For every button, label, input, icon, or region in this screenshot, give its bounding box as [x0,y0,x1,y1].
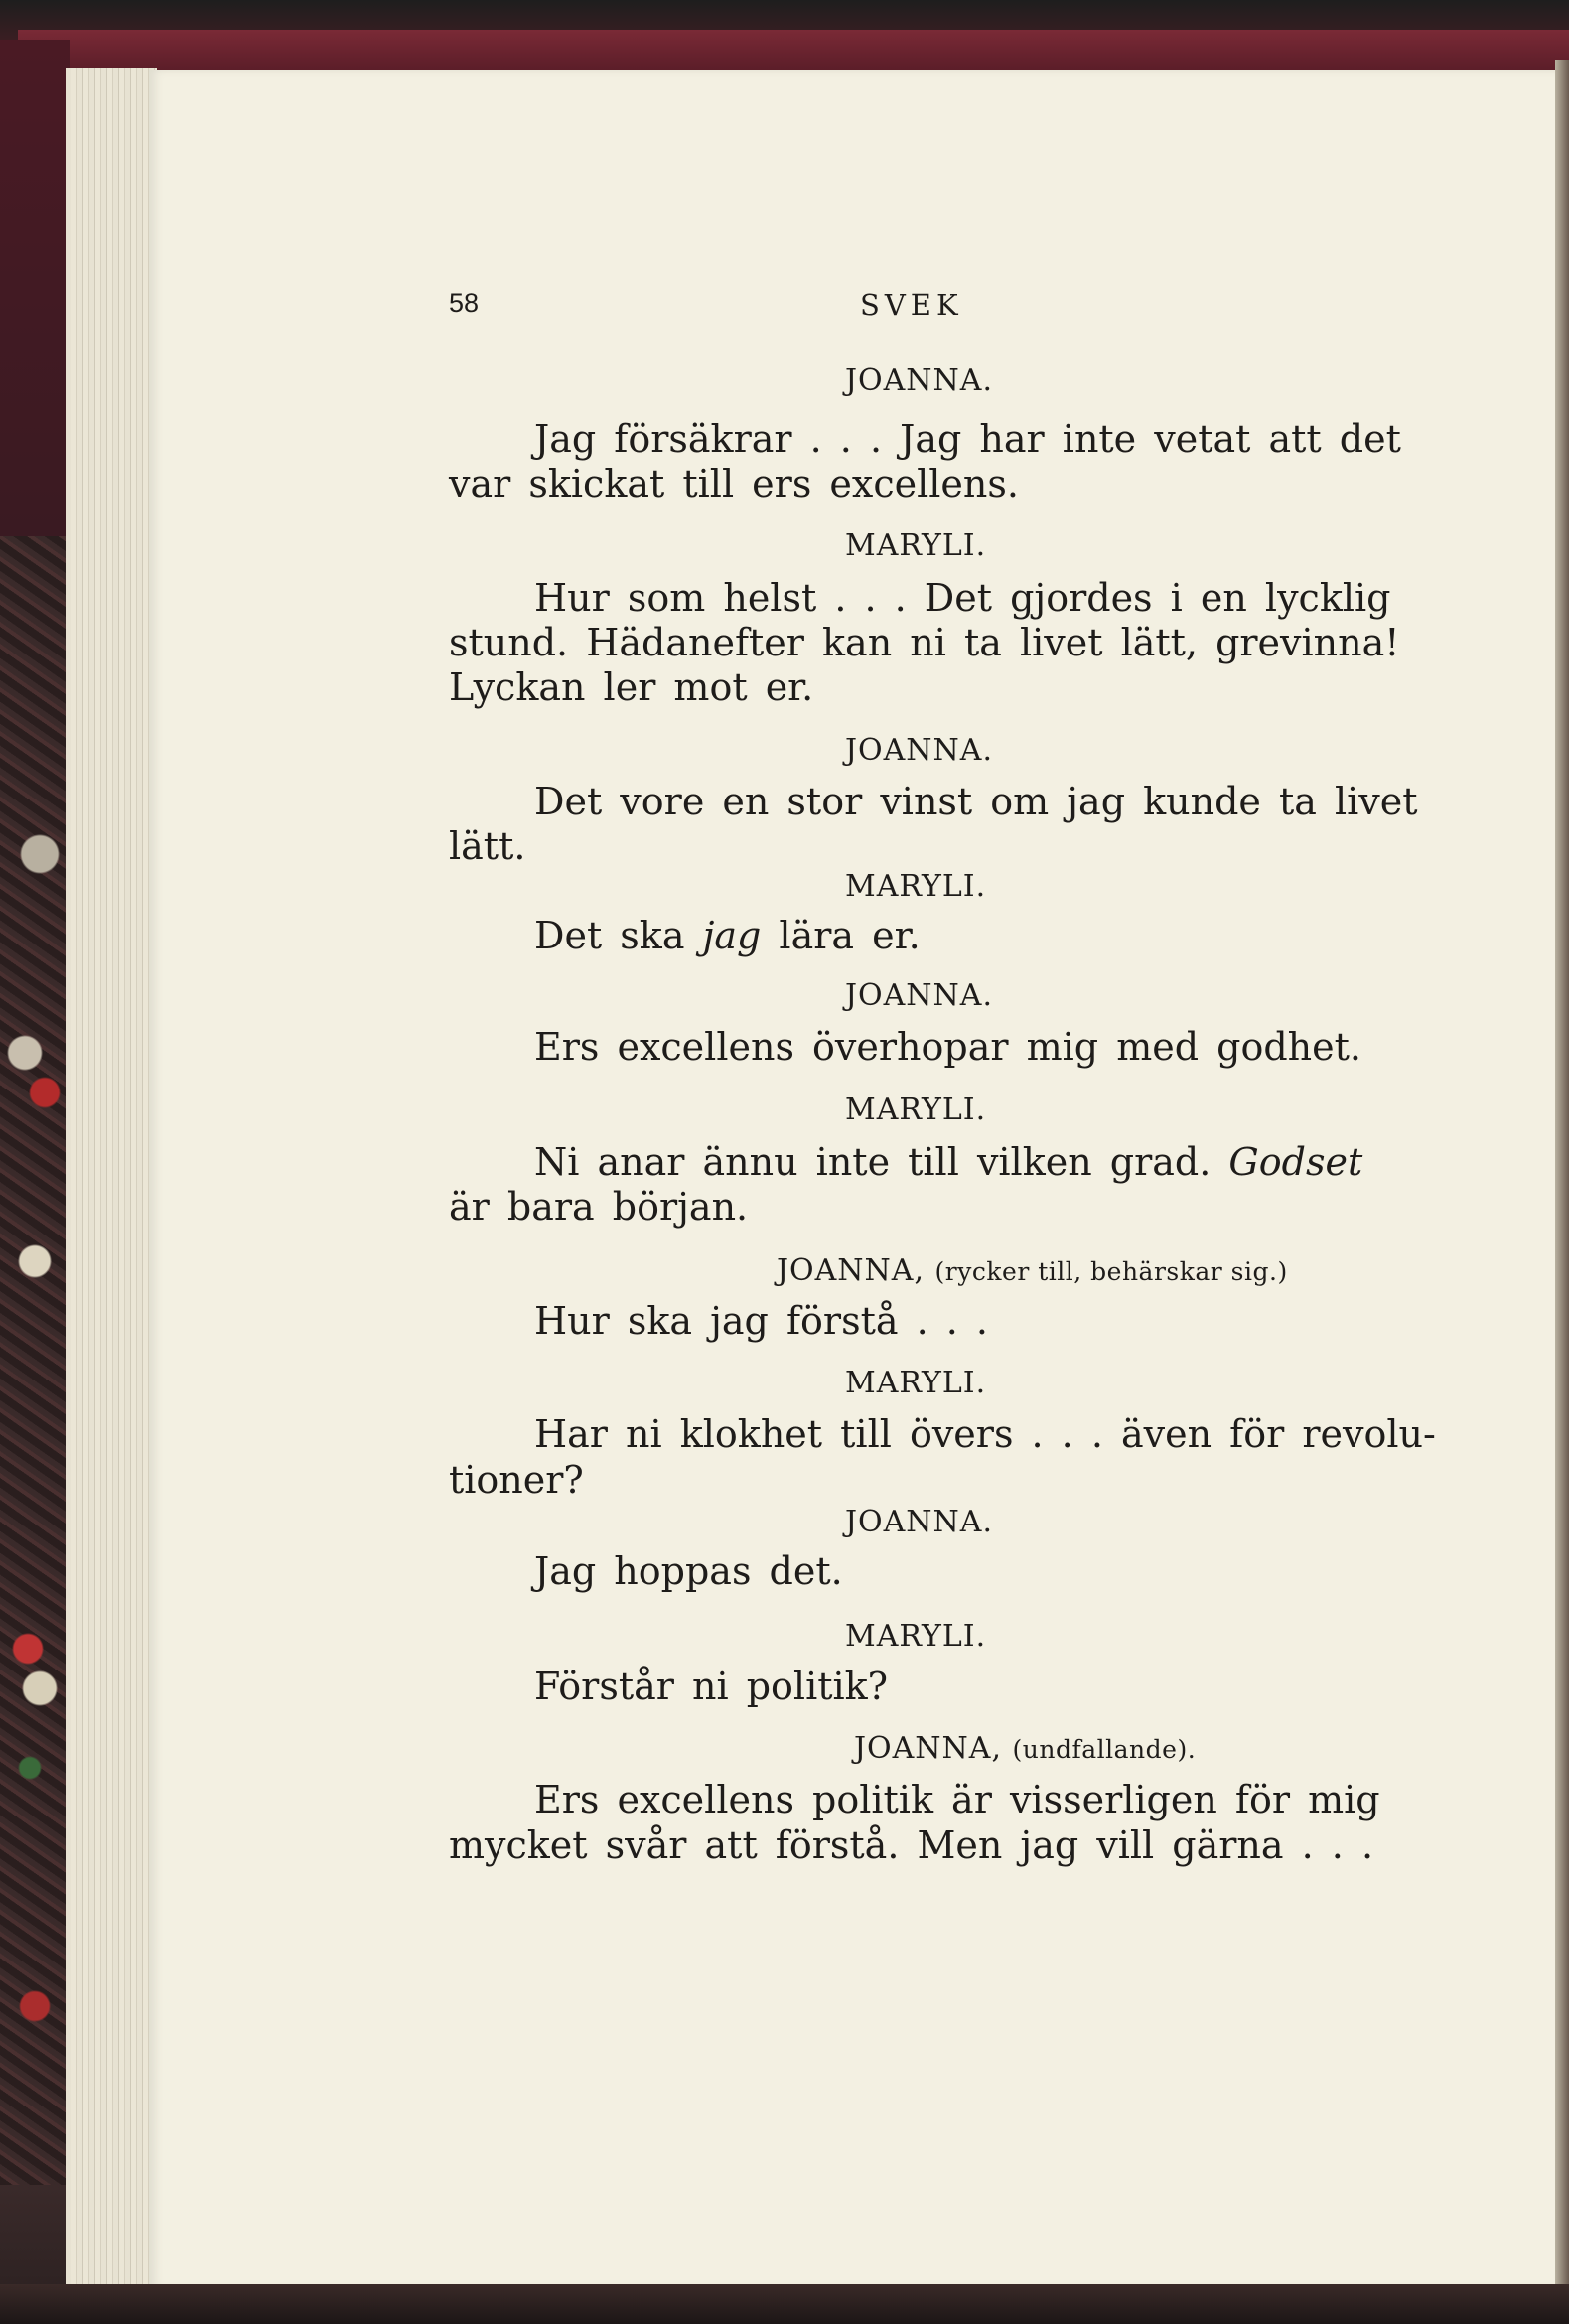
dialogue-line: Jag hoppas det. [534,1549,843,1593]
line-segment: Ni anar ännu inte till vilken grad. [534,1140,1229,1184]
emphasis: Godset [1228,1140,1363,1184]
speaker-name: JOANNA. [845,978,993,1013]
dialogue-line: är bara början. [449,1185,749,1229]
dialogue-line [534,1140,1362,1184]
cover-edge-bottom [0,2284,1569,2324]
dialogue-line: Hur som helst . . . Det gjordes i en lycklig [534,576,1391,620]
dialogue-line: Förstår ni politik? [534,1665,889,1708]
dialogue-line: stund. Hädanefter kan ni ta livet lätt, grevinna! [449,621,1400,664]
dialogue-line: Lyckan ler mot er. [449,665,814,709]
dialogue-line: tioner? [449,1458,584,1502]
dialogue-line: Hur ska jag förstå . . . [534,1299,988,1343]
speaker-name [777,1253,1288,1288]
dialogue-line: lätt. [449,824,526,868]
speaker-name: JOANNA. [845,733,993,768]
page-number: 58 [449,288,480,318]
speaker-label: JOANNA, [777,1253,925,1288]
speaker-name: MARYLI. [845,1092,987,1127]
dialogue-line: Ers excellens politik är visserligen för mig [534,1778,1380,1821]
speaker-name: MARYLI. [845,869,987,904]
dialogue-line: mycket svår att förstå. Men jag vill gärna . . . [449,1823,1374,1867]
cover-edge-right [1555,60,1569,2324]
page-stack [66,68,157,2290]
stage-direction: (rycker till, behärskar sig.) [934,1257,1288,1286]
line-segment: Det ska [534,914,703,957]
speaker-name: MARYLI. [845,1366,987,1400]
line-segment: lära er. [761,914,921,957]
dialogue-line: Har ni klokhet till övers . . . även för revolu- [534,1412,1436,1456]
dialogue-line: Ers excellens överhopar mig med godhet. [534,1025,1361,1069]
cover-edge-left [0,40,70,536]
stage-direction: (undfallande). [1012,1735,1197,1764]
speaker-name: JOANNA. [845,1505,993,1539]
dialogue-line: Det vore en stor vinst om jag kunde ta livet [534,780,1418,823]
speaker-name: JOANNA. [845,363,993,398]
running-head: SVEK [860,288,963,322]
dialogue-line [534,914,921,957]
speaker-name [854,1731,1196,1766]
dialogue-line: Jag försäkrar . . . Jag har inte vetat att det [534,417,1401,461]
emphasis: jag [702,914,762,957]
speaker-label: JOANNA, [854,1731,1002,1766]
cover-edge-top [18,30,1569,72]
speaker-name: MARYLI. [845,1619,987,1654]
dialogue-line: var skickat till ers excellens. [449,462,1019,506]
speaker-name: MARYLI. [845,528,987,563]
